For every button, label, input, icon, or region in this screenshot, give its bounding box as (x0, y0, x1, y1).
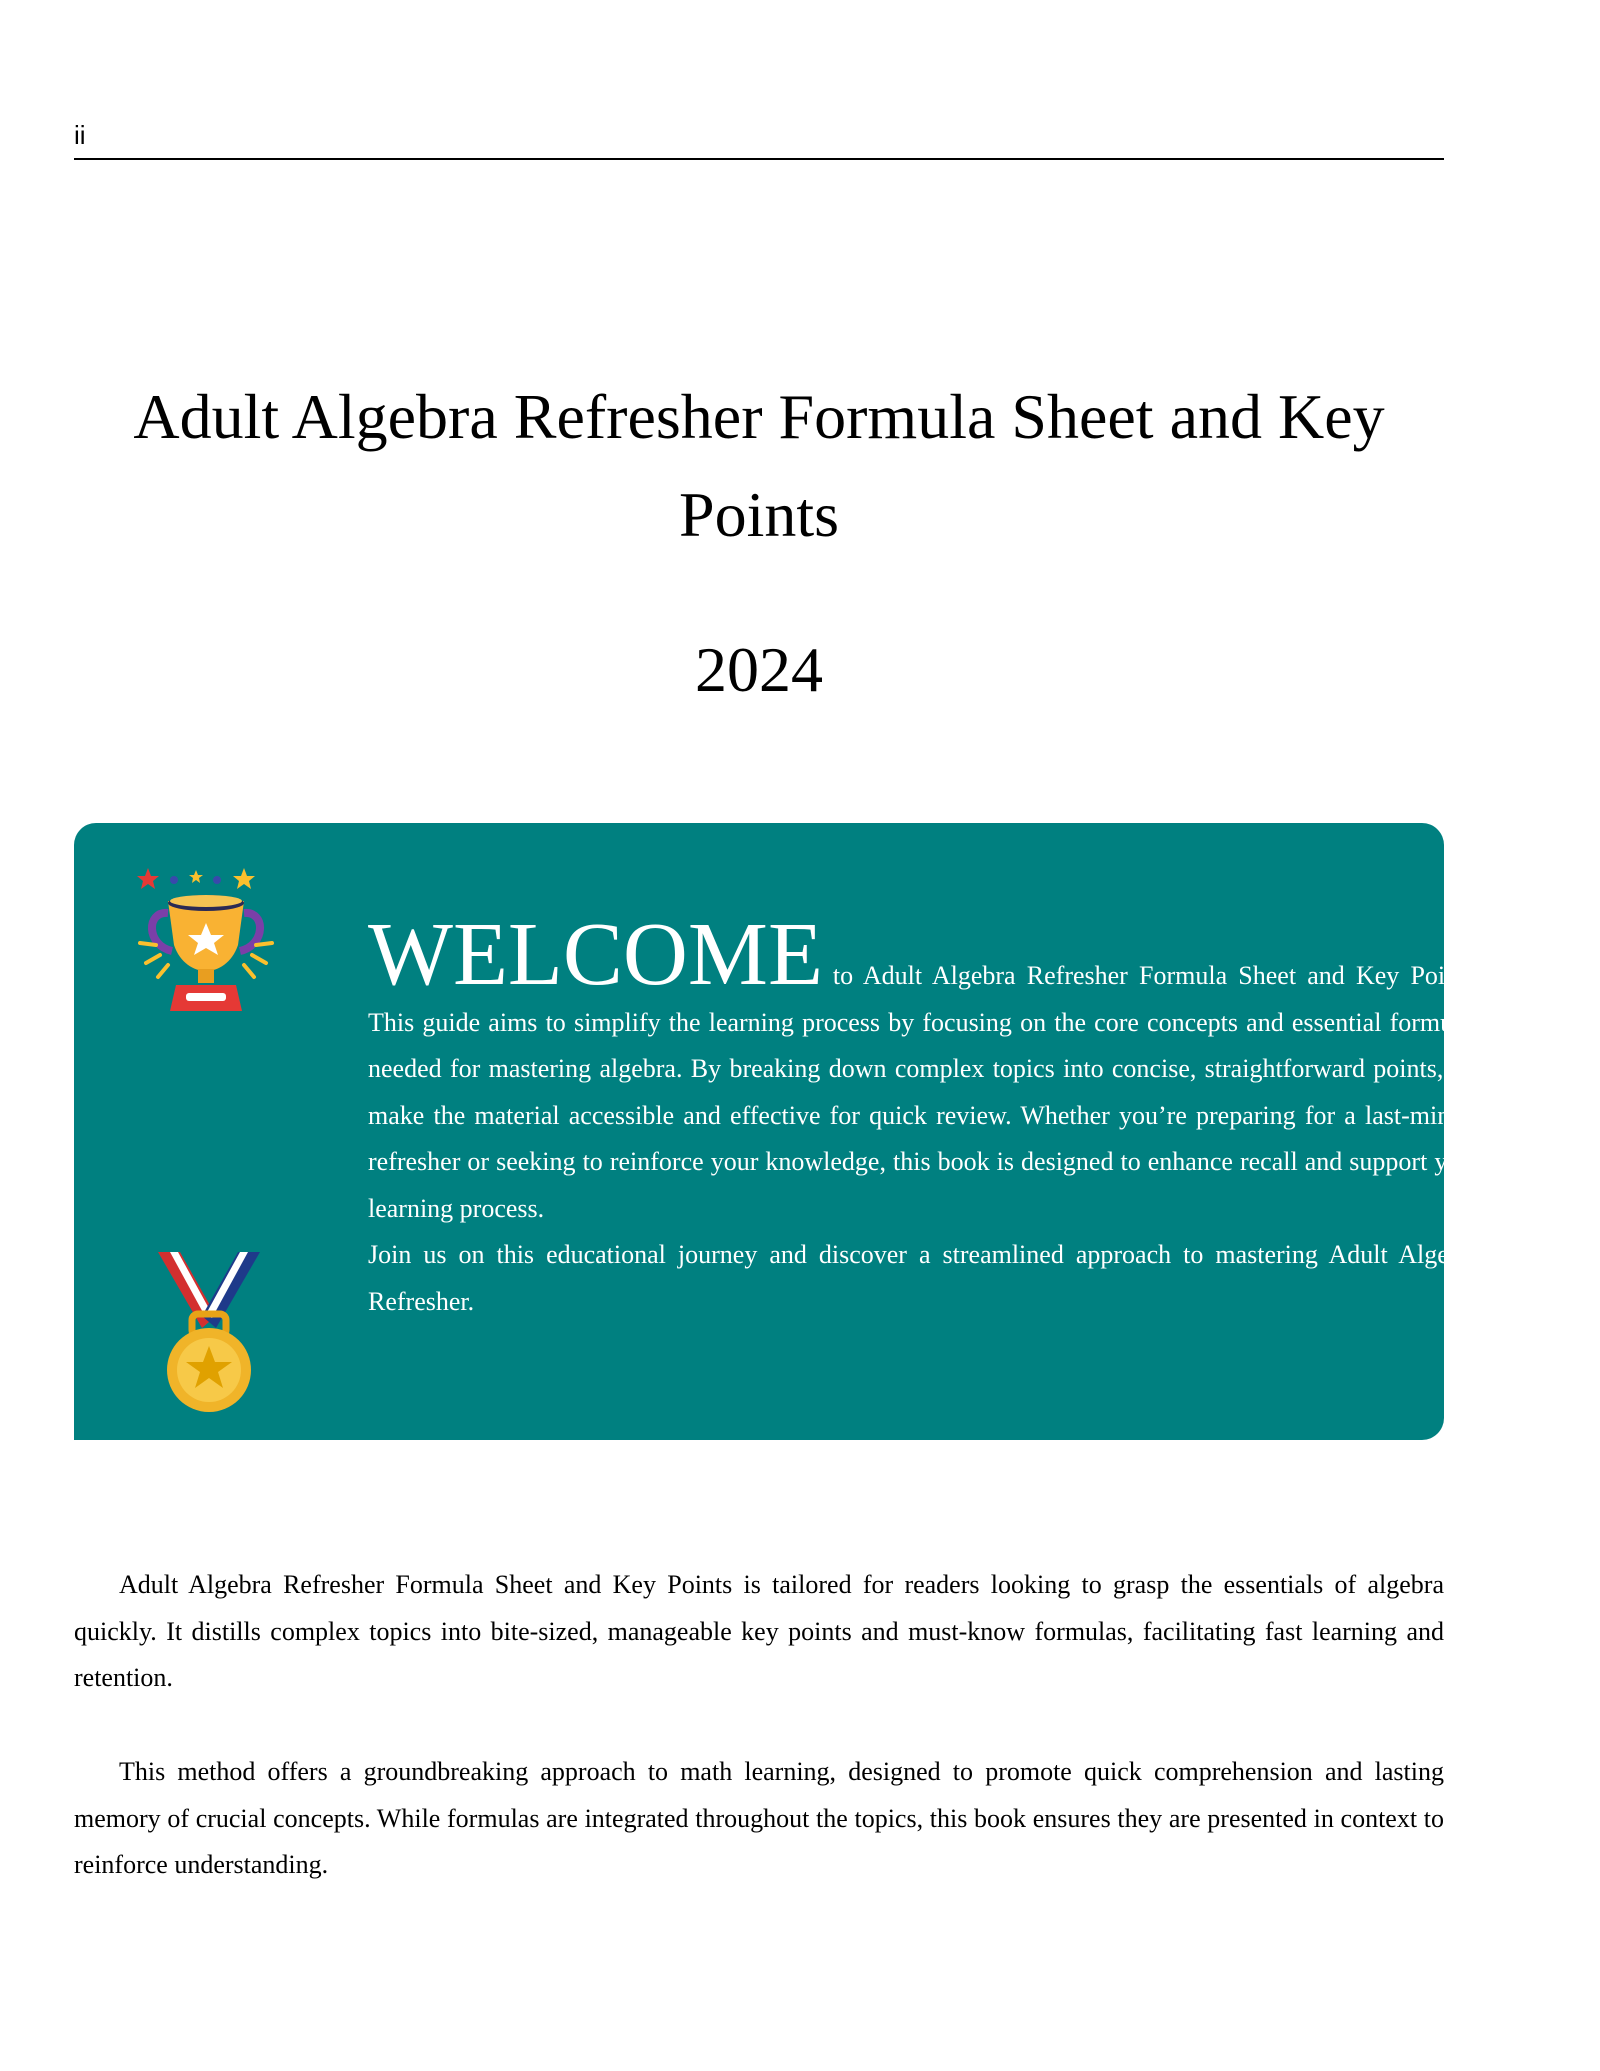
welcome-box (74, 823, 1482, 1440)
document-year: 2024 (695, 634, 823, 705)
medal-icon (154, 1248, 264, 1418)
trophy-icon (128, 853, 288, 1013)
welcome-text (368, 905, 1482, 1325)
document-title: Adult Algebra Refresher Formula Sheet and Key Points (133, 381, 1385, 550)
welcome-closing: Join us on this educational journey and discover a streamlined approach to mastering Adult Algebra Refresher. (368, 1240, 1482, 1316)
welcome-heading: WELCOME (368, 905, 823, 1004)
body-paragraph-2: This method offers a groundbreaking approach to math learning, designed to promote quick comprehension and lasting memory of crucial concepts. While formulas are integrated throughout the topics, this book ensures they are presented in context to reinforce understanding. (74, 1757, 1444, 1879)
body-paragraph-1: Adult Algebra Refresher Formula Sheet and Key Points is tailored for readers looking to grasp the essentials of algebra quickly. It distills complex topics into bite-sized, manageable key points and must-know formulas, facilitating fast learning and retention. (74, 1570, 1444, 1692)
welcome-intro: to Adult Algebra Refresher Formula Sheet and Key Points. This guide aims to simplify the learning process by focusing on the core concepts and essential formulas needed for mastering algebra. By breaking down complex topics into concise, straightforward points, we make the material accessible and effective for quick review. Whether you’re preparing for a last-minute refresher or seeking to reinforce your knowledge, this book is designed to enhance recall and support your learning process. (368, 961, 1482, 1223)
page-number: ii (74, 120, 86, 150)
header-rule (74, 158, 1444, 160)
